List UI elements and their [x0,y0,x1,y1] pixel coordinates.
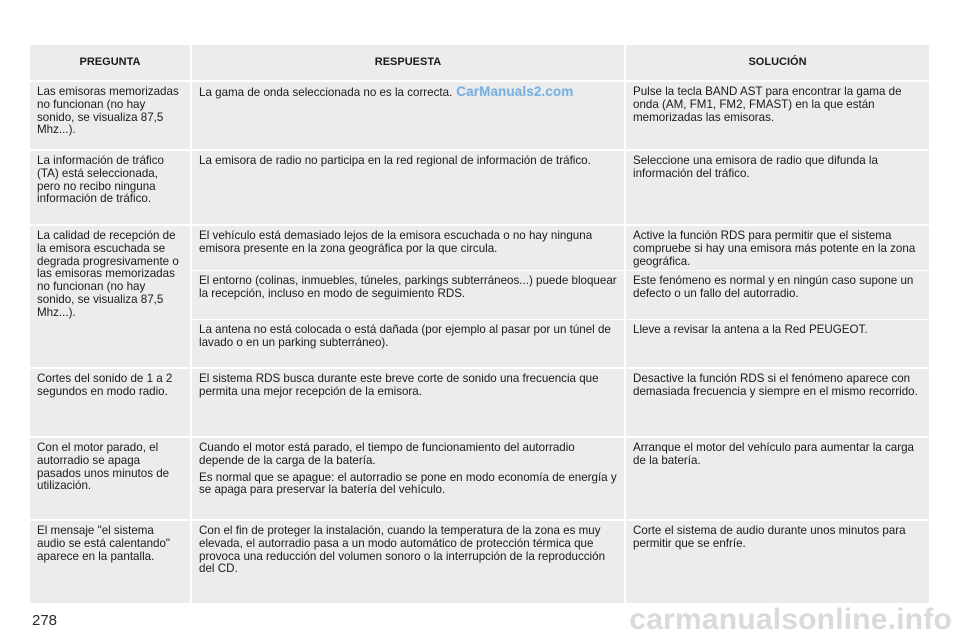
solution-text: Lleve a revisar la antena a la Red PEUGEOT. [633,323,868,336]
answer-cell [192,320,626,369]
answer-cell [192,369,626,438]
table-row [30,151,929,226]
question-cell [30,438,192,521]
answer-cell [192,438,626,521]
table-header-row [30,45,929,82]
answer-paragraph: Es normal que se apague: el autorradio se pone en modo economía de energía y se apaga para preservar la batería del vehículo. [199,470,617,497]
answer-cell [192,271,626,320]
watermark-carmanualsonline: carmanualsonline.info [629,603,952,636]
question-text: La calidad de recepción de la emisora escuchada se degrada progresivamente o las emisoras memorizadas no funcionan (no hay sonido, se visualiza 87,5 Mhz...). [37,229,179,319]
table-row [30,521,929,605]
solution-cell [626,320,929,369]
solution-text: Arranque el motor del vehículo para aumentar la carga de la batería. [633,441,914,467]
table-row [30,369,929,438]
question-text: Las emisoras memorizadas no funcionan (no hay sonido, se visualiza 87,5 Mhz...). [37,85,179,137]
answer-cell [192,226,626,271]
table-row [30,82,929,151]
question-text: El mensaje "el sistema audio se está calentando" aparece en la pantalla. [37,524,171,563]
question-cell [30,151,192,226]
answer-text: El entorno (colinas, inmuebles, túneles, parkings subterráneos...) puede bloquear la recepción, incluso en modo de seguimiento RDS. [199,274,617,300]
answer-text: La gama de onda seleccionada no es la correcta. [199,86,453,99]
answer-cell [192,82,626,151]
solution-cell [626,82,929,151]
solution-text: Pulse la tecla BAND AST para encontrar la gama de onda (AM, FM1, FM2, FMAST) en la que están memorizadas las emisoras. [633,85,902,124]
solution-cell [626,438,929,521]
solution-text: Active la función RDS para permitir que el sistema compruebe si hay una emisora más potente en la zona geográfica. [633,229,916,268]
solution-text: Seleccione una emisora de radio que difunda la información del tráfico. [633,154,878,180]
solution-cell [626,151,929,226]
solution-cell [626,271,929,320]
header-solution: SOLUCIÓN [626,45,929,82]
question-text: Con el motor parado, el autorradio se apaga pasados unos minutos de utilización. [37,441,170,493]
header-answer: RESPUESTA [192,45,626,82]
watermark-carmanuals2: CarManuals2.com [456,84,574,99]
solution-text: Este fenómeno es normal y en ningún caso supone un defecto o un fallo del autorradio. [633,274,914,300]
solution-cell [626,369,929,438]
answer-cell [192,151,626,226]
troubleshooting-table [30,45,929,605]
answer-text: El sistema RDS busca durante este breve corte de sonido una frecuencia que permita una mejor recepción de la emisora. [199,372,599,398]
question-cell [30,226,192,369]
question-cell [30,369,192,438]
solution-text: Desactive la función RDS si el fenómeno aparece con demasiada frecuencia y siempre en el mismo recorrido. [633,372,918,398]
answer-text: Con el fin de proteger la instalación, cuando la temperatura de la zona es muy elevada, el autorradio pasa a un modo automático de protección térmica que provoca una reducción del volumen sonoro o la interrupción de la reproducción del CD. [199,524,606,576]
table-row [30,438,929,521]
answer-paragraph: Cuando el motor está parado, el tiempo de funcionamiento del autorradio depende de la carga de la batería. [199,441,575,467]
solution-cell [626,226,929,271]
solution-text: Corte el sistema de audio durante unos minutos para permitir que se enfríe. [633,524,906,550]
answer-text: La emisora de radio no participa en la red regional de información de tráfico. [199,154,591,167]
question-cell [30,521,192,605]
table-row [30,226,929,271]
page-number: 278 [32,612,58,629]
question-cell [30,82,192,151]
solution-cell [626,521,929,605]
header-question: PREGUNTA [30,45,192,82]
question-text: La información de tráfico (TA) está seleccionada, pero no recibo ninguna información de tráfico. [37,154,164,206]
answer-cell [192,521,626,605]
question-text: Cortes del sonido de 1 a 2 segundos en modo radio. [37,372,173,398]
answer-text: La antena no está colocada o está dañada (por ejemplo al pasar por un túnel de lavado o en un parking subterráneo). [199,323,611,349]
answer-text: El vehículo está demasiado lejos de la emisora escuchada o no hay ninguna emisora presente en la zona geográfica por la que circula. [199,229,593,255]
